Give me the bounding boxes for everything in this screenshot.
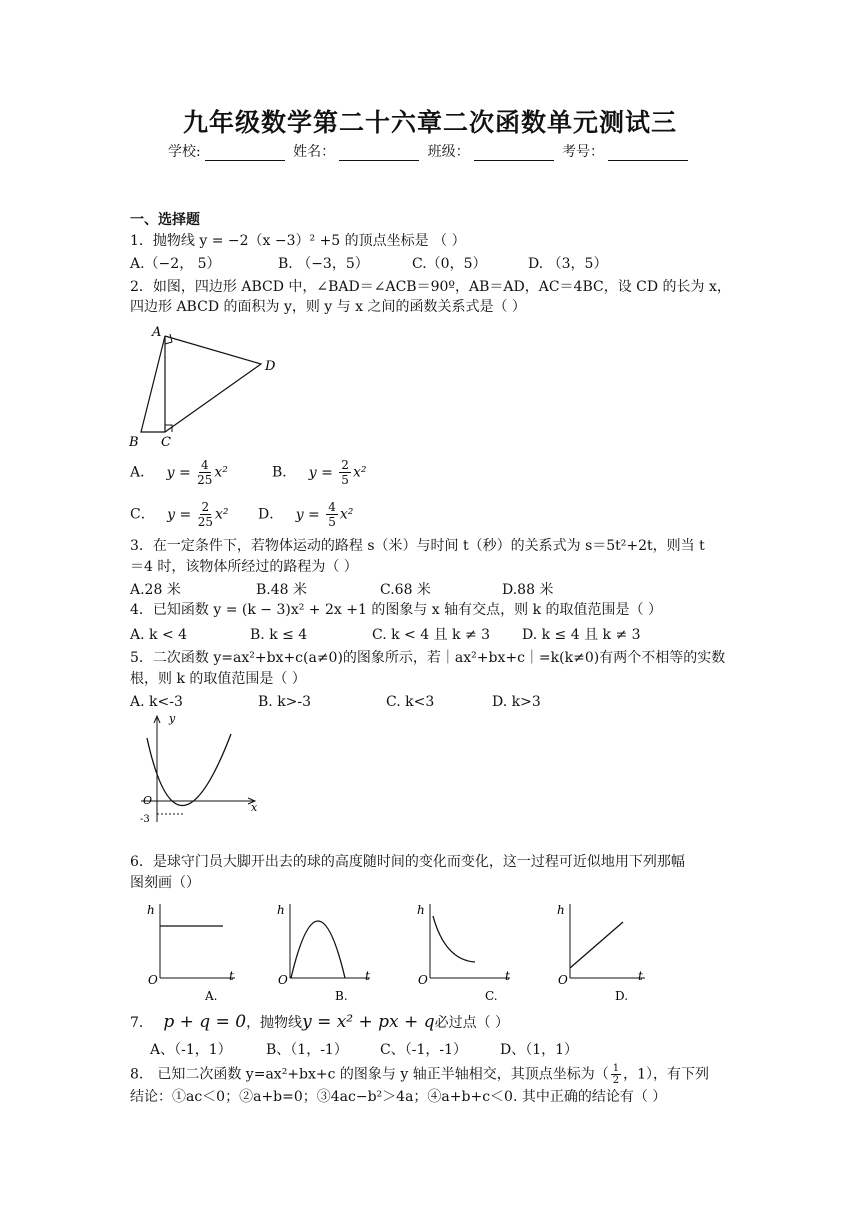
exam-no-blank[interactable] [608, 146, 688, 161]
svg-text:O: O [558, 973, 568, 987]
exam-no-label: 考号： [562, 144, 605, 160]
q3-option-a: A.28 米 [130, 582, 181, 598]
q5-fig-origin-label: O [143, 794, 153, 807]
q5-fig-minus3-label: -3 [140, 814, 150, 825]
name-label: 姓名： [293, 144, 336, 160]
q4-stem: 4．已知函数 y = (k − 3)x² + 2x +1 的图象与 x 轴有交点，则 k 的取值范围是（ ） [130, 602, 662, 618]
svg-text:t: t [638, 969, 643, 983]
q6-label-b: B. [335, 989, 348, 1003]
svg-text:O: O [418, 973, 428, 987]
q7-option-d: D、（1，1） [500, 1042, 579, 1058]
q3-option-d: D.88 米 [502, 582, 554, 598]
q7-option-a: A、（-1，1） [150, 1042, 232, 1058]
q1-option-b: B. （−3，5） [278, 256, 369, 272]
q1-option-a: A.（−2， 5） [130, 256, 221, 272]
q5-parabola-graph [135, 710, 265, 830]
class-label: 班级： [427, 144, 470, 160]
q4-option-b: B. k ≤ 4 [250, 627, 308, 643]
q2-stem-line1: 2．如图，四边形 ABCD 中，∠BAD＝∠ACB＝90º，AB＝AD，AC＝4BC，设 CD 的长为 x， [130, 279, 731, 295]
q6-stem-line2: 图刻画（） [130, 875, 200, 891]
q6-stem-line1: 6．是球守门员大脚开出去的球的高度随时间的变化而变化，这一过程可近似地用下列那幅 [130, 854, 685, 870]
q5-option-a: A. k<-3 [130, 694, 183, 710]
q1-stem: 1．抛物线 y = −2（x −3）² +5 的顶点坐标是 （ ） [130, 233, 466, 249]
q6-graphs [145, 898, 655, 1008]
page-title: 九年级数学第二十六章二次函数单元测试三 [182, 108, 677, 137]
q4-option-c: C. k < 4 且 k ≠ 3 [372, 627, 491, 643]
q5-option-b: B. k>-3 [258, 694, 312, 710]
q6-graph-a [147, 903, 235, 1003]
section-heading: 一、选择题 [130, 212, 200, 228]
q4-option-d: D. k ≤ 4 且 k ≠ 3 [522, 627, 641, 643]
q2-stem-line2: 四边形 ABCD 的面积为 y，则 y 与 x 之间的函数关系式是（ ） [130, 299, 526, 315]
student-info-line [0, 141, 860, 161]
q2-option-c: C． y = $\frac{2}{25}$ x² [130, 500, 229, 529]
svg-text:h: h [147, 903, 155, 917]
q6-graph-c [417, 903, 510, 1003]
q2-option-a: A． y = $\frac{4}{25}$ x² [130, 458, 228, 487]
school-blank[interactable] [205, 146, 285, 161]
svg-text:h: h [277, 903, 285, 917]
q2-fig-label-a: A [152, 325, 162, 340]
q6-label-a: A. [205, 989, 218, 1003]
q3-option-b: B.48 米 [256, 582, 308, 598]
q5-fig-y-label: y [169, 712, 176, 725]
q3-stem-line1: 3．在一定条件下，若物体运动的路程 s（米）与时间 t（秒）的关系式为 s＝5t²+2t，则当 t [130, 538, 705, 554]
q2-quadrilateral-figure [125, 322, 285, 452]
q2-fig-label-d: D [265, 359, 276, 374]
name-blank[interactable] [339, 146, 419, 161]
q6-graph-b [277, 903, 370, 1003]
q6-graph-d [557, 903, 645, 1003]
q1-option-d: D. （3，5） [528, 256, 608, 272]
q7-option-b: B、（1，-1） [266, 1042, 348, 1058]
q4-option-a: A. k < 4 [130, 627, 188, 643]
class-blank[interactable] [474, 146, 554, 161]
svg-text:t: t [505, 969, 510, 983]
svg-text:O: O [148, 973, 158, 987]
q5-stem-line2: 根，则 k 的取值范围是（ ） [130, 671, 306, 687]
svg-text:h: h [417, 903, 425, 917]
svg-text:O: O [278, 973, 288, 987]
q3-option-c: C.68 米 [380, 582, 431, 598]
q7-stem: 7． p + q = 0，抛物线y = x² + px + q必过点（ ） [130, 1012, 510, 1032]
q6-label-c: C. [485, 989, 498, 1003]
q3-stem-line2: ＝4 时，该物体所经过的路程为（ ） [130, 559, 358, 575]
svg-text:t: t [365, 969, 370, 983]
q2-fig-label-c: C [161, 435, 171, 450]
q8-stem-line1: 8． 已知二次函数 y=ax²+bx+c 的图象与 y 轴正半轴相交，其顶点坐标为（ $\frac{1}{2}$ ，1），有下列 [130, 1063, 710, 1086]
q5-option-d: D. k>3 [492, 694, 541, 710]
q5-option-c: C. k<3 [386, 694, 435, 710]
q5-fig-x-label: x [251, 801, 258, 814]
q2-fig-label-b: B [129, 435, 139, 450]
svg-text:h: h [557, 903, 565, 917]
q2-option-d: D． y = $\frac{4}{5}$ x² [258, 500, 354, 529]
q1-option-c: C.（0，5） [412, 256, 487, 272]
school-label: 学校: [167, 144, 201, 160]
q5-stem-line1: 5．二次函数 y=ax²+bx+c(a≠0)的图象所示，若｜ax²+bx+c｜=k(k≠0)有两个不相等的实数 [130, 650, 726, 666]
q8-stem-line2: 结论：①ac＜0；②a+b=0；③4ac−b²＞4a；④a+b+c＜0. 其中正确的结论有（ ） [130, 1089, 667, 1105]
q7-option-c: C、（-1，-1） [380, 1042, 467, 1058]
q6-label-d: D. [615, 989, 629, 1003]
svg-text:t: t [229, 969, 234, 983]
q2-option-b: B． y = $\frac{2}{5}$ x² [272, 458, 367, 487]
